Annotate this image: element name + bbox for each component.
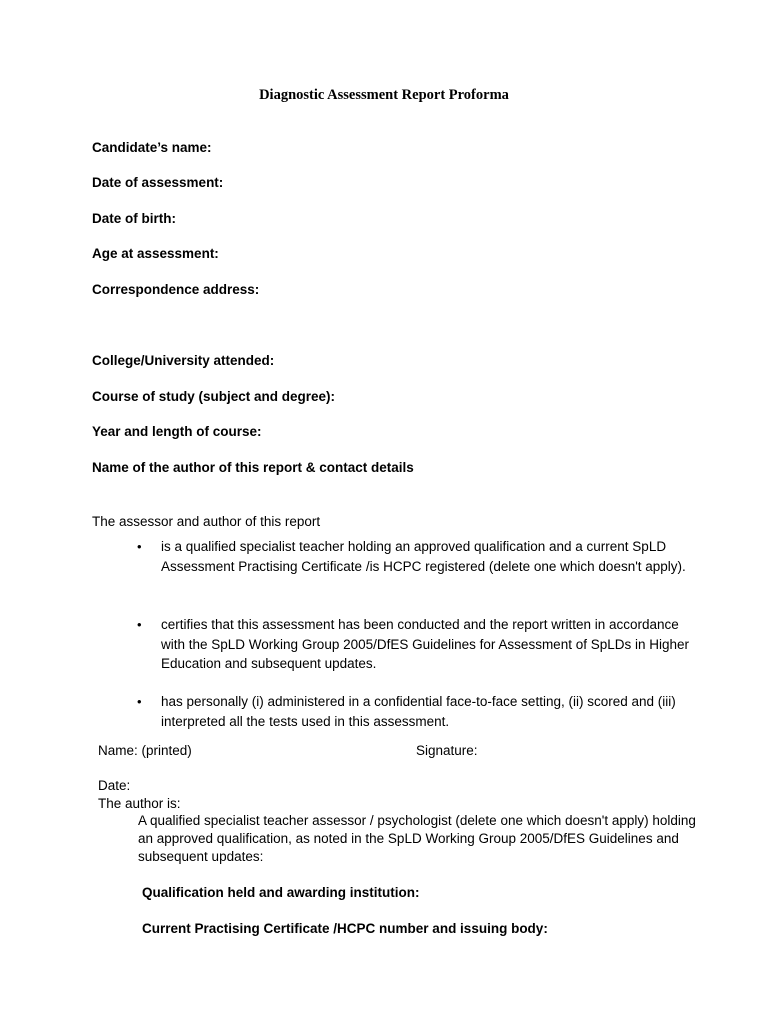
field-date-of-birth: Date of birth: bbox=[92, 211, 176, 226]
assessor-bullet-2: certifies that this assessment has been conducted and the report written in accordance with the SpLD Working Group 2005/DfES Guidelines for Assessment of SpLDs in Higher Education and subsequent updates. bbox=[161, 617, 690, 671]
date-label: Date: bbox=[98, 778, 131, 793]
assessor-intro: The assessor and author of this report bbox=[92, 514, 321, 529]
field-college-attended: College/University attended: bbox=[92, 353, 275, 368]
field-course-of-study: Course of study (subject and degree): bbox=[92, 389, 336, 404]
bullet-icon: • bbox=[137, 694, 142, 709]
field-date-of-assessment: Date of assessment: bbox=[92, 175, 224, 190]
assessor-bullet-3: has personally (i) administered in a confidential face-to-face setting, (ii) scored and (iii) interpreted all the tests used in this assessment. bbox=[161, 694, 676, 729]
author-is-label: The author is: bbox=[98, 796, 181, 811]
field-year-and-length: Year and length of course: bbox=[92, 424, 262, 439]
bullet-icon: • bbox=[137, 539, 142, 554]
field-author-contact: Name of the author of this report & contact details bbox=[92, 460, 414, 475]
certificate-label: Current Practising Certificate /HCPC number and issuing body: bbox=[142, 921, 548, 936]
name-printed-label: Name: (printed) bbox=[98, 743, 192, 758]
page-title: Diagnostic Assessment Report Proforma bbox=[259, 87, 509, 103]
field-correspondence-address: Correspondence address: bbox=[92, 282, 260, 297]
field-age-at-assessment: Age at assessment: bbox=[92, 246, 219, 261]
author-description: A qualified specialist teacher assessor / psychologist (delete one which doesn't apply) holding an approved qualification, as noted in the SpLD Working Group 2005/DfES Guidelines and subsequent updates: bbox=[138, 813, 696, 864]
signature-label: Signature: bbox=[416, 743, 478, 758]
assessor-bullet-1: is a qualified specialist teacher holding an approved qualification and a current SpLD Assessment Practising Certificate /is HCPC registered (delete one which doesn't apply). bbox=[161, 539, 686, 574]
field-candidate-name: Candidate’s name: bbox=[92, 140, 212, 155]
bullet-icon: • bbox=[137, 617, 142, 632]
qualification-label: Qualification held and awarding institution: bbox=[142, 885, 420, 900]
